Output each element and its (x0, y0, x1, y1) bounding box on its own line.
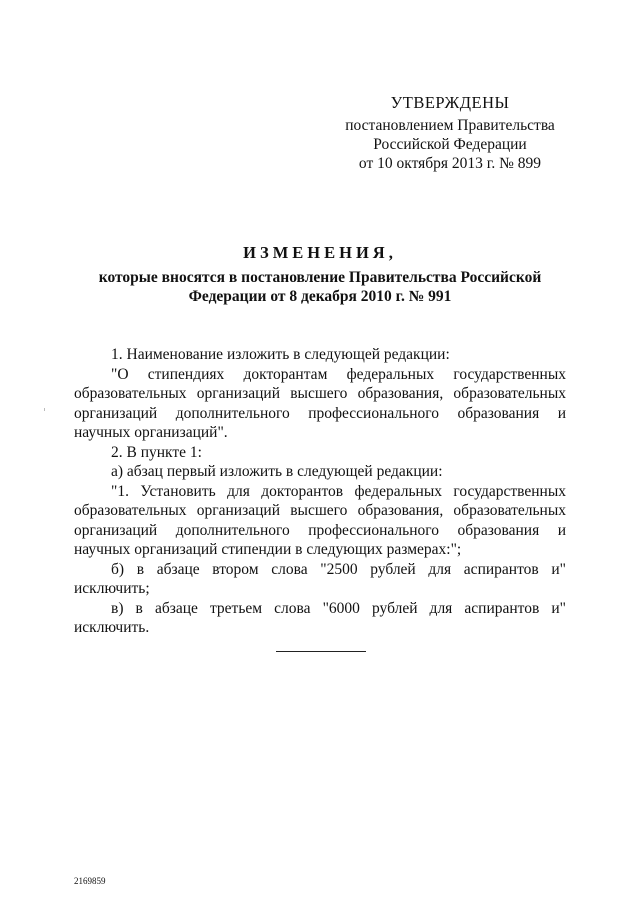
document-title: ИЗМЕНЕНИЯ, (243, 243, 397, 262)
document-body (74, 345, 566, 638)
approval-block (330, 93, 570, 173)
approval-line: постановлением Правительства (345, 117, 555, 134)
separator-line (276, 651, 366, 652)
document-subtitle (90, 268, 550, 306)
paragraph-item-2a: а) абзац первый изложить в следующей редакции: (111, 463, 443, 480)
paragraph-item-1: 1. Наименование изложить в следующей редакции: (111, 346, 450, 363)
approval-line: от 10 октября 2013 г. № 899 (358, 155, 542, 172)
paragraph-item-2c: в) в абзаце третьем слова "6000 рублей для аспирантов и" исключить. (74, 599, 566, 636)
paragraph-item-2a-text: "1. Установить для докторантов федеральных государственных образовательных организаций высшего образования, образовательных организаций дополнительного профессионального образования и научных организаций стипендии в следующих размерах:"; (74, 482, 566, 558)
paragraph-item-2: 2. В пункте 1: (111, 443, 202, 461)
paragraph-item-2b: б) в абзаце втором слова "2500 рублей для аспирантов и" исключить; (74, 560, 566, 597)
margin-mark (44, 408, 45, 411)
approval-heading: УТВЕРЖДЕНЫ (390, 93, 510, 112)
subtitle-line: Федерации от 8 декабря 2010 г. № 991 (188, 288, 452, 305)
subtitle-line: которые вносятся в постановление Правительства Российской (98, 269, 542, 286)
approval-line: Российской Федерации (373, 136, 527, 153)
paragraph-item-1-text: "О стипендиях докторантам федеральных государственных образовательных организаций высшего образования, образовательных организаций дополнительного профессионального образования и научных организаций". (74, 365, 566, 441)
document-number: 2169859 (74, 876, 106, 886)
